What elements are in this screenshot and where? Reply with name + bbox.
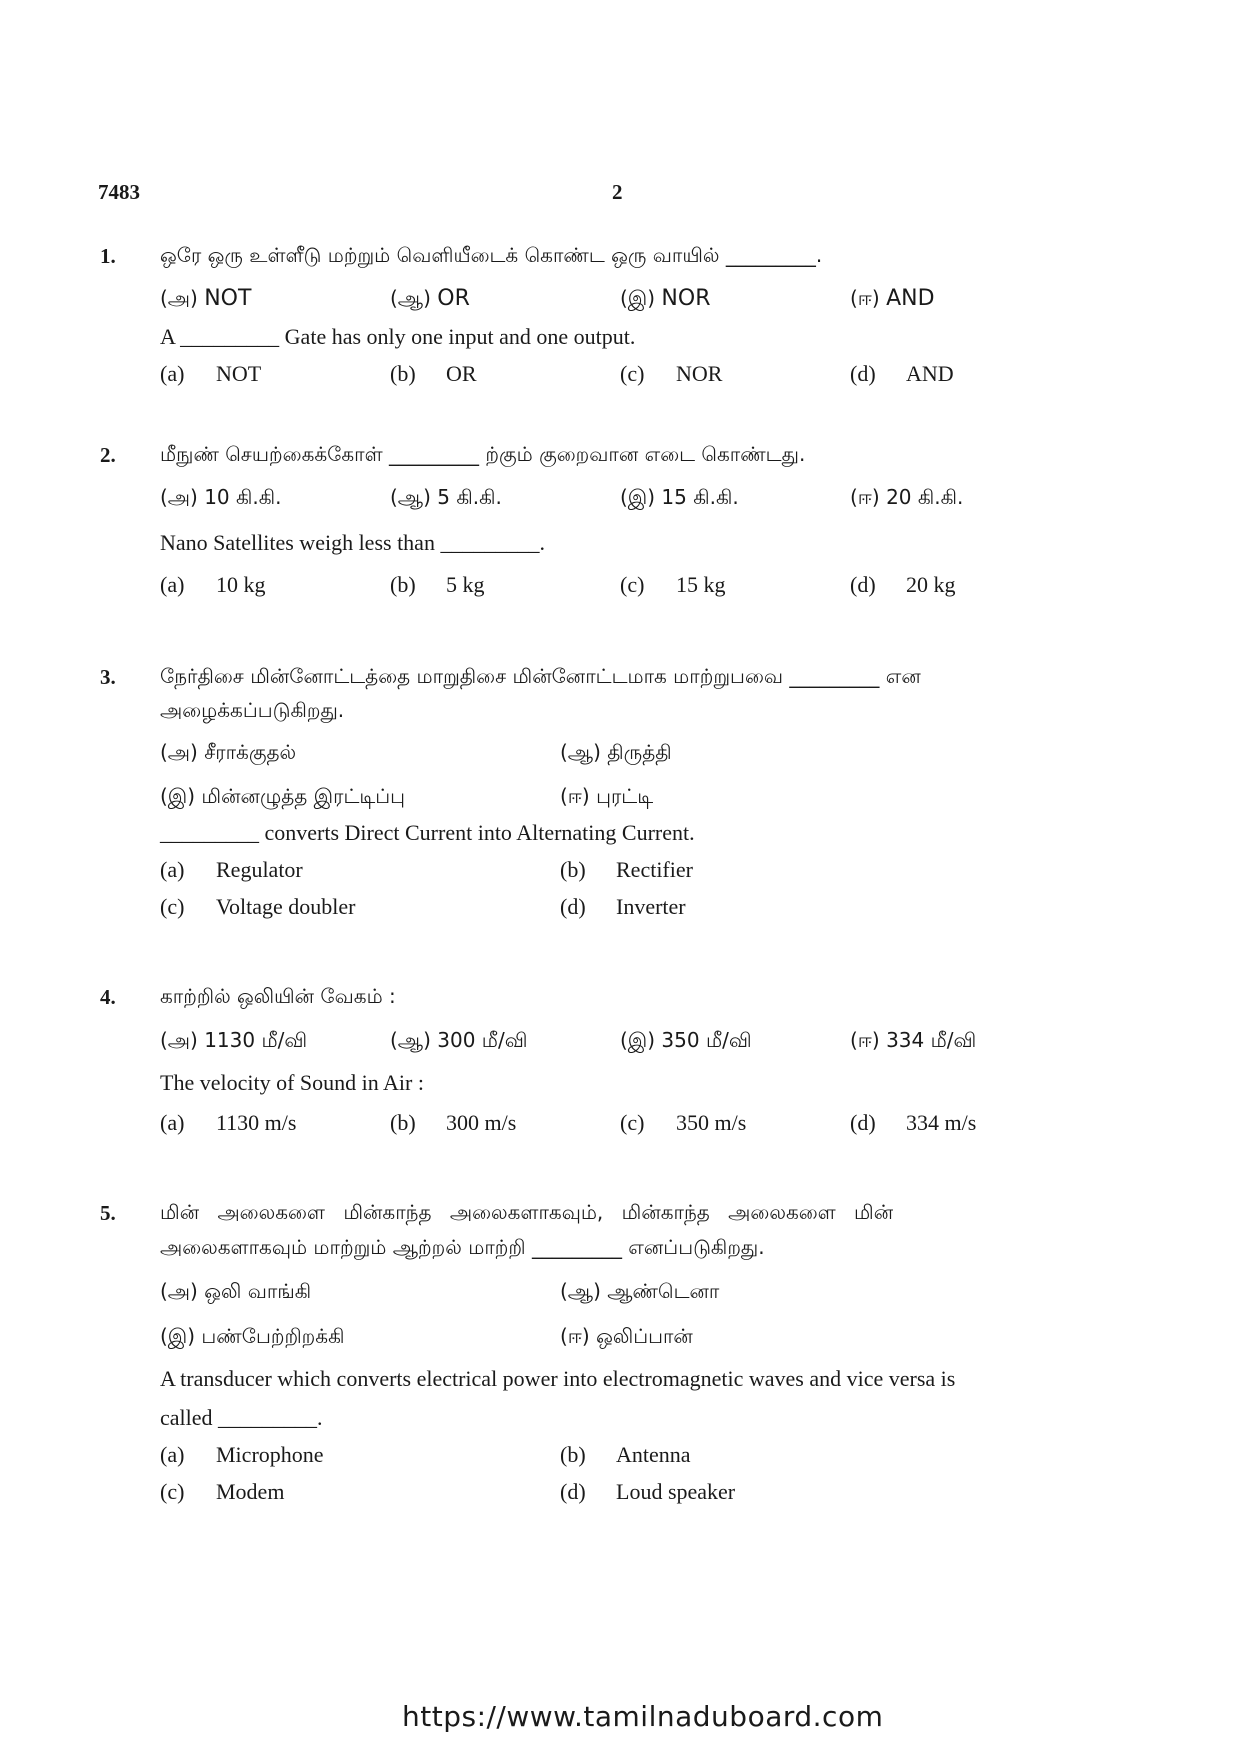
- tamil-option-d: (ஈ) 20 கி.கி.: [850, 485, 964, 509]
- question-number: 1.: [100, 244, 116, 268]
- english-question: The velocity of Sound in Air :: [160, 1070, 424, 1095]
- tamil-option-a: (அ) 10 கி.கி.: [160, 485, 282, 509]
- english-option-d: (d) 20 kg: [850, 572, 956, 597]
- english-question: Nano Satellites weigh less than _________.: [160, 530, 545, 555]
- english-question-line-2: called _________.: [160, 1405, 323, 1430]
- english-option-b: (b) 5 kg: [390, 572, 485, 597]
- english-option-d: (d) 334 m/s: [850, 1110, 977, 1135]
- english-option-b: (b) OR: [390, 361, 477, 386]
- question-number: 3.: [100, 665, 116, 689]
- tamil-option-d: (ஈ) AND: [850, 286, 935, 311]
- tamil-option-c: (இ) NOR: [620, 286, 711, 311]
- english-option-a: (a) Microphone: [160, 1442, 324, 1467]
- english-option-c: (c) Voltage doubler: [160, 894, 356, 919]
- english-option-d: (d) Loud speaker: [560, 1479, 736, 1504]
- paper-code: 7483: [98, 180, 140, 204]
- english-question: _________ converts Direct Current into Alternating Current.: [160, 820, 695, 845]
- tamil-option-c: (இ) 350 மீ/வி: [620, 1028, 752, 1052]
- english-option-c: (c) NOR: [620, 361, 723, 386]
- tamil-option-a: (அ) சீராக்குதல்: [160, 740, 297, 764]
- tamil-option-a: (அ) ஒலி வாங்கி: [160, 1279, 312, 1303]
- tamil-question: காற்றில் ஒலியின் வேகம் :: [160, 984, 396, 1008]
- english-option-a: (a) Regulator: [160, 857, 303, 882]
- english-option-d: (d) Inverter: [560, 894, 686, 919]
- english-option-b: (b) Antenna: [560, 1442, 691, 1467]
- english-question: A _________ Gate has only one input and one output.: [160, 324, 636, 349]
- tamil-option-d: (ஈ) புரட்டி: [560, 784, 654, 808]
- tamil-question: ஒரே ஒரு உள்ளீடு மற்றும் வெளியீடைக் கொண்ட ஒரு வாயில் _________.: [160, 243, 823, 267]
- english-option-b: (b) Rectifier: [560, 857, 693, 882]
- question-number: 4.: [100, 985, 116, 1009]
- tamil-option-a: (அ) 1130 மீ/வி: [160, 1028, 308, 1052]
- tamil-question: மீநுண் செயற்கைக்கோள் _________ ற்கும் குறைவான எடை கொண்டது.: [160, 442, 806, 466]
- english-question-line-1: A transducer which converts electrical power into electromagnetic waves and vice versa is: [160, 1366, 956, 1391]
- tamil-option-c: (இ) 15 கி.கி.: [620, 485, 739, 509]
- question-number: 5.: [100, 1201, 116, 1225]
- tamil-question-line-2: அழைக்கப்படுகிறது.: [160, 698, 345, 722]
- tamil-question-line-1: மின் அலைகளை மின்காந்த அலைகளாகவும், மின்காந்த அலைகளை மின்: [160, 1200, 894, 1224]
- tamil-question-line-2: அலைகளாகவும் மாற்றும் ஆற்றல் மாற்றி _________ எனப்படுகிறது.: [160, 1235, 765, 1259]
- english-option-a: (a) NOT: [160, 361, 262, 386]
- english-option-b: (b) 300 m/s: [390, 1110, 517, 1135]
- tamil-option-b: (ஆ) ஆண்டெனா: [560, 1279, 720, 1303]
- question-number: 2.: [100, 443, 116, 467]
- tamil-option-d: (ஈ) ஒலிப்பான்: [560, 1324, 693, 1348]
- tamil-option-a: (அ) NOT: [160, 286, 252, 311]
- page-number: 2: [612, 180, 623, 204]
- english-option-c: (c) Modem: [160, 1479, 285, 1504]
- english-option-c: (c) 15 kg: [620, 572, 726, 597]
- tamil-question-line-1: நேர்திசை மின்னோட்டத்தை மாறுதிசை மின்னோட்டமாக மாற்றுபவை _________ என: [160, 664, 921, 688]
- tamil-option-b: (ஆ) திருத்தி: [560, 740, 672, 764]
- footer-url[interactable]: https://www.tamilnaduboard.com: [402, 1700, 884, 1733]
- english-option-c: (c) 350 m/s: [620, 1110, 747, 1135]
- tamil-option-d: (ஈ) 334 மீ/வி: [850, 1028, 977, 1052]
- tamil-option-c: (இ) பண்பேற்றிறக்கி: [160, 1324, 345, 1348]
- english-option-a: (a) 10 kg: [160, 572, 266, 597]
- tamil-option-b: (ஆ) 5 கி.கி.: [390, 485, 502, 509]
- tamil-option-b: (ஆ) OR: [390, 286, 470, 311]
- english-option-d: (d) AND: [850, 361, 954, 386]
- tamil-option-b: (ஆ) 300 மீ/வி: [390, 1028, 528, 1052]
- english-option-a: (a) 1130 m/s: [160, 1110, 297, 1135]
- tamil-option-c: (இ) மின்னழுத்த இரட்டிப்பு: [160, 784, 406, 808]
